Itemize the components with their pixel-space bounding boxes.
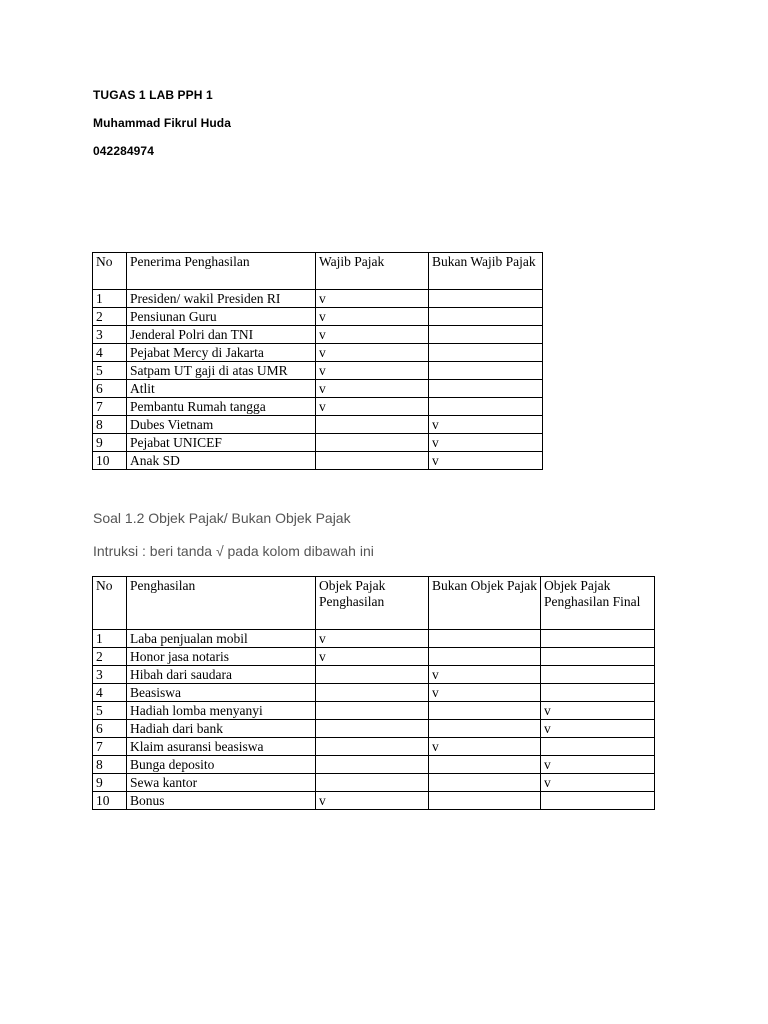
table-cell: v [429,738,541,756]
table-cell: Pejabat UNICEF [127,434,316,452]
table-row [93,344,543,362]
table-cell: Anak SD [127,452,316,470]
table-cell: v [316,648,429,666]
table-cell: 10 [93,792,127,810]
table-cell [429,630,541,648]
table-cell: 5 [93,702,127,720]
table-row [93,720,655,738]
table-cell [429,344,543,362]
table-cell: 7 [93,738,127,756]
table-cell: v [541,756,655,774]
table-cell: 6 [93,380,127,398]
table-cell: v [316,792,429,810]
table1-column-header: Penerima Penghasilan [127,253,316,290]
table-cell [541,792,655,810]
table-row [93,648,655,666]
table-row [93,630,655,648]
table-cell: 7 [93,398,127,416]
instruction-text: Intruksi : beri tanda √ pada kolom dibawah ini [93,543,374,559]
table-cell: 2 [93,308,127,326]
table2-header-row [93,577,655,630]
table-cell: 8 [93,756,127,774]
table-cell: Dubes Vietnam [127,416,316,434]
table-cell [429,702,541,720]
table-cell: 4 [93,344,127,362]
table1-column-header: Wajib Pajak [316,253,429,290]
table-cell: Bonus [127,792,316,810]
table-cell: v [316,308,429,326]
table-cell [429,774,541,792]
table-cell [429,792,541,810]
table-cell: v [429,434,543,452]
table-cell: v [316,630,429,648]
table1-column-header: Bukan Wajib Pajak [429,253,543,290]
table-cell: Bunga deposito [127,756,316,774]
table-row [93,416,543,434]
table1-header-row [93,253,543,290]
table-cell: v [429,416,543,434]
table-cell: Honor jasa notaris [127,648,316,666]
table-cell: Pembantu Rumah tangga [127,398,316,416]
table-cell: v [316,380,429,398]
table-cell: 9 [93,434,127,452]
table-row [93,684,655,702]
table-cell: v [316,344,429,362]
table-cell: v [316,398,429,416]
table-cell [541,648,655,666]
table-cell: Laba penjualan mobil [127,630,316,648]
table-cell: v [316,326,429,344]
table-cell [316,756,429,774]
table-cell [429,756,541,774]
table-cell: 10 [93,452,127,470]
table-cell [541,684,655,702]
table-row [93,738,655,756]
table-cell: Pejabat Mercy di Jakarta [127,344,316,362]
table-cell: Satpam UT gaji di atas UMR [127,362,316,380]
table-row [93,326,543,344]
table2-column-header: Bukan Objek Pajak [429,577,541,630]
table-cell: 5 [93,362,127,380]
table-cell: 6 [93,720,127,738]
table-cell [316,434,429,452]
table-cell [316,452,429,470]
tax-subject-table [92,252,543,470]
table-row [93,702,655,720]
table-cell [316,720,429,738]
table-row [93,756,655,774]
tax-object-table [92,576,655,810]
table2-column-header: No [93,577,127,630]
table-cell [541,630,655,648]
table-cell: Hadiah lomba menyanyi [127,702,316,720]
table-row [93,434,543,452]
table-cell [316,416,429,434]
table-cell: Jenderal Polri dan TNI [127,326,316,344]
table-cell: 2 [93,648,127,666]
table2-column-header: Objek Pajak Penghasilan Final [541,577,655,630]
table-cell [541,666,655,684]
table-cell: 9 [93,774,127,792]
table-row [93,290,543,308]
table-cell [429,326,543,344]
table-row [93,774,655,792]
table2-column-header: Objek Pajak Penghasilan [316,577,429,630]
table-cell: v [429,684,541,702]
table-cell [541,738,655,756]
table-cell [316,684,429,702]
table-cell [316,702,429,720]
table-cell [429,308,543,326]
table-cell [429,362,543,380]
table-cell: 4 [93,684,127,702]
table-cell: 3 [93,666,127,684]
table-cell: Klaim asuransi beasiswa [127,738,316,756]
table-cell: Pensiunan Guru [127,308,316,326]
table-cell: Hibah dari saudara [127,666,316,684]
table-cell: v [429,666,541,684]
table-row [93,380,543,398]
table-row [93,666,655,684]
table-cell: v [541,702,655,720]
table-cell [316,666,429,684]
table-row [93,792,655,810]
table-cell [429,720,541,738]
table-cell [429,380,543,398]
table-cell: 1 [93,290,127,308]
table1-column-header: No [93,253,127,290]
table-cell: Sewa kantor [127,774,316,792]
table2-column-header: Penghasilan [127,577,316,630]
table-cell: v [541,774,655,792]
table-cell: Atlit [127,380,316,398]
table-row [93,398,543,416]
table-cell [429,648,541,666]
table-cell: 1 [93,630,127,648]
table-cell: v [541,720,655,738]
table-cell: Beasiswa [127,684,316,702]
table-row [93,452,543,470]
table-row [93,308,543,326]
table-cell: v [316,290,429,308]
table-cell: Hadiah dari bank [127,720,316,738]
table-cell [316,738,429,756]
table-cell [429,290,543,308]
table-cell: v [429,452,543,470]
student-id: 042284974 [93,144,154,158]
table-cell: 3 [93,326,127,344]
table-cell [316,774,429,792]
table-cell: Presiden/ wakil Presiden RI [127,290,316,308]
table-row [93,362,543,380]
student-name: Muhammad Fikrul Huda [93,116,232,130]
table-cell [429,398,543,416]
table-cell: v [316,362,429,380]
table-cell: 8 [93,416,127,434]
section-title: Soal 1.2 Objek Pajak/ Bukan Objek Pajak [93,510,351,526]
document-title: TUGAS 1 LAB PPH 1 [93,88,213,102]
